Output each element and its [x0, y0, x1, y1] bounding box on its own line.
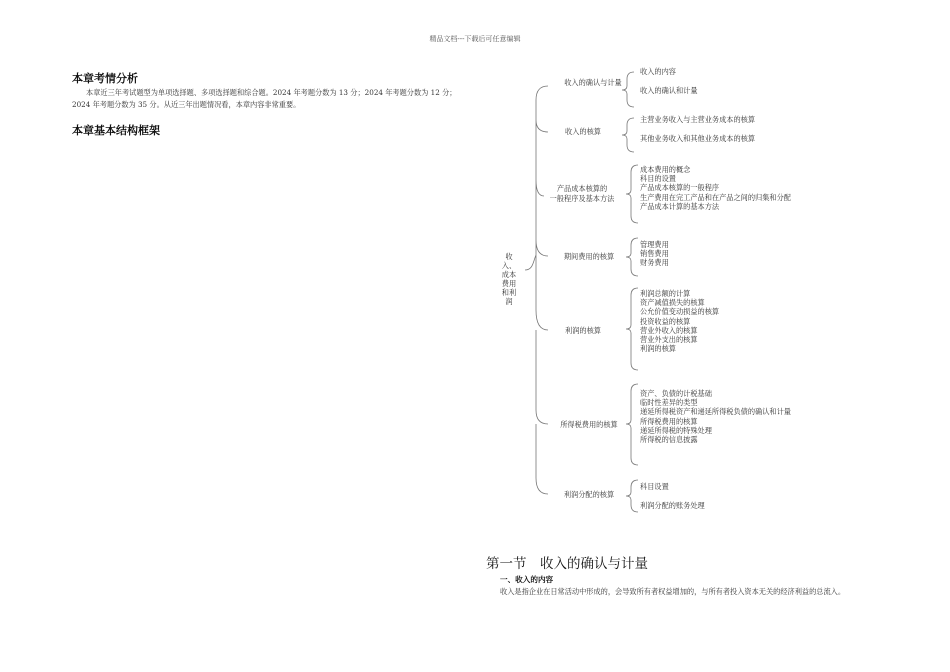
mindmap-root: [497, 252, 521, 306]
branch-label: 产品成本核算的: [556, 184, 608, 193]
leaf-item: 利润的核算: [640, 344, 676, 354]
leaf-item: 公允价值变动损益的核算: [640, 307, 720, 317]
branch-label: 利润分配的核算: [563, 490, 615, 499]
branch-profit-distribution: [555, 490, 623, 500]
branch-profit: [555, 326, 611, 336]
leaf-item: 财务费用: [640, 258, 669, 268]
brace-4: [626, 238, 638, 276]
brace-3: [626, 165, 638, 223]
leaf-item: 产品成本计算的基本方法: [640, 201, 720, 211]
section-paragraph: 收入是指企业在日常活动中形成的，会导致所有者权益增加的，与所有者投入资本无关的经济利益的总流入。: [500, 587, 846, 596]
leaf-group-3: [640, 165, 791, 211]
leaf-item: 所得税的信息披露: [640, 435, 698, 445]
leaf-item: 利润分配的账务处理: [640, 501, 705, 511]
leaf-group-1: [640, 67, 698, 95]
leaf-item: 利润总额的计算: [640, 289, 691, 298]
section-title: 第一节 收入的确认与计量: [486, 556, 648, 572]
branch-revenue-recognition: [555, 78, 631, 88]
leaf-item: 主营业务收入与主营业务成本的核算: [640, 115, 756, 124]
leaf-item: 管理费用: [640, 240, 669, 249]
root-line: 收: [505, 252, 513, 261]
leaf-item: 收入的确认和计量: [640, 86, 698, 96]
analysis-title: 本章考情分析: [72, 72, 138, 85]
branch-income-tax: [549, 420, 629, 430]
branch-period-expenses: [555, 252, 623, 262]
leaf-item: 递延所得税资产和递延所得税负债的确认和计量: [640, 407, 791, 417]
leaf-item: 临时性差异的类型: [640, 398, 698, 408]
leaf-item: 收入的内容: [640, 67, 676, 76]
root-line: 和利: [501, 288, 517, 297]
branch-label: 利润的核算: [565, 326, 601, 335]
leaf-group-2: [640, 115, 755, 143]
leaf-item: 所得税费用的核算: [640, 416, 698, 426]
leaf-item: 其他业务收入和其他业务成本的核算: [640, 134, 756, 144]
brace-2: [622, 118, 634, 152]
root-line: 润: [505, 297, 513, 306]
root-brace: [525, 86, 548, 494]
leaf-item: 营业外收入的核算: [640, 325, 698, 335]
branch-label: 所得税费用的核算: [560, 420, 618, 429]
leaf-group-5: [640, 289, 719, 353]
leaf-item: 科目的设置: [640, 174, 676, 184]
header-note: 精品文档---下载后可任意编辑: [429, 35, 521, 43]
leaf-group-6: [640, 389, 791, 444]
leaf-item: 递延所得税的特殊处理: [640, 425, 712, 435]
leaf-item: 销售费用: [640, 249, 669, 259]
brace-5: [626, 288, 638, 370]
leaf-item: 产品成本核算的一般程序: [640, 183, 720, 193]
root-line: 费用: [501, 279, 517, 288]
root-line: 成本: [501, 270, 517, 279]
leaf-item: 生产费用在完工产品和在产品之间的归集和分配: [640, 192, 791, 202]
leaf-item: 成本费用的概念: [640, 165, 691, 174]
framework-title: 本章基本结构框架: [72, 124, 160, 137]
leaf-item: 投资收益的核算: [640, 316, 691, 326]
branch-label: 一般程序及基本方法: [549, 194, 615, 203]
analysis-paragraph: 本章近三年考试题型为单项选择题、多项选择题和综合题。2024 年考题分数为 13 分；2024 年考题分数为 12 分；2024 年考题分数为 35 分。从近三年出题情况看，本章内容非常重要。: [72, 88, 457, 109]
section-subtitle: 一、收入的内容: [500, 575, 554, 584]
leaf-item: 资产减值损失的核算: [640, 298, 705, 308]
branch-product-cost: [540, 184, 624, 204]
leaf-item: 科目设置: [640, 482, 669, 491]
leaf-item: 资产、负债的计税基础: [640, 389, 712, 398]
leaf-item: 营业外支出的核算: [640, 335, 698, 345]
leaf-group-4: [640, 240, 669, 268]
root-line: 入、: [501, 261, 517, 270]
branch-label: 收入的确认与计量: [564, 78, 622, 87]
branch-label: 收入的核算: [565, 127, 601, 136]
branch-revenue-accounting: [555, 127, 611, 137]
branch-label: 期间费用的核算: [563, 252, 615, 261]
brace-7: [626, 480, 638, 512]
leaf-group-7: [640, 482, 705, 510]
